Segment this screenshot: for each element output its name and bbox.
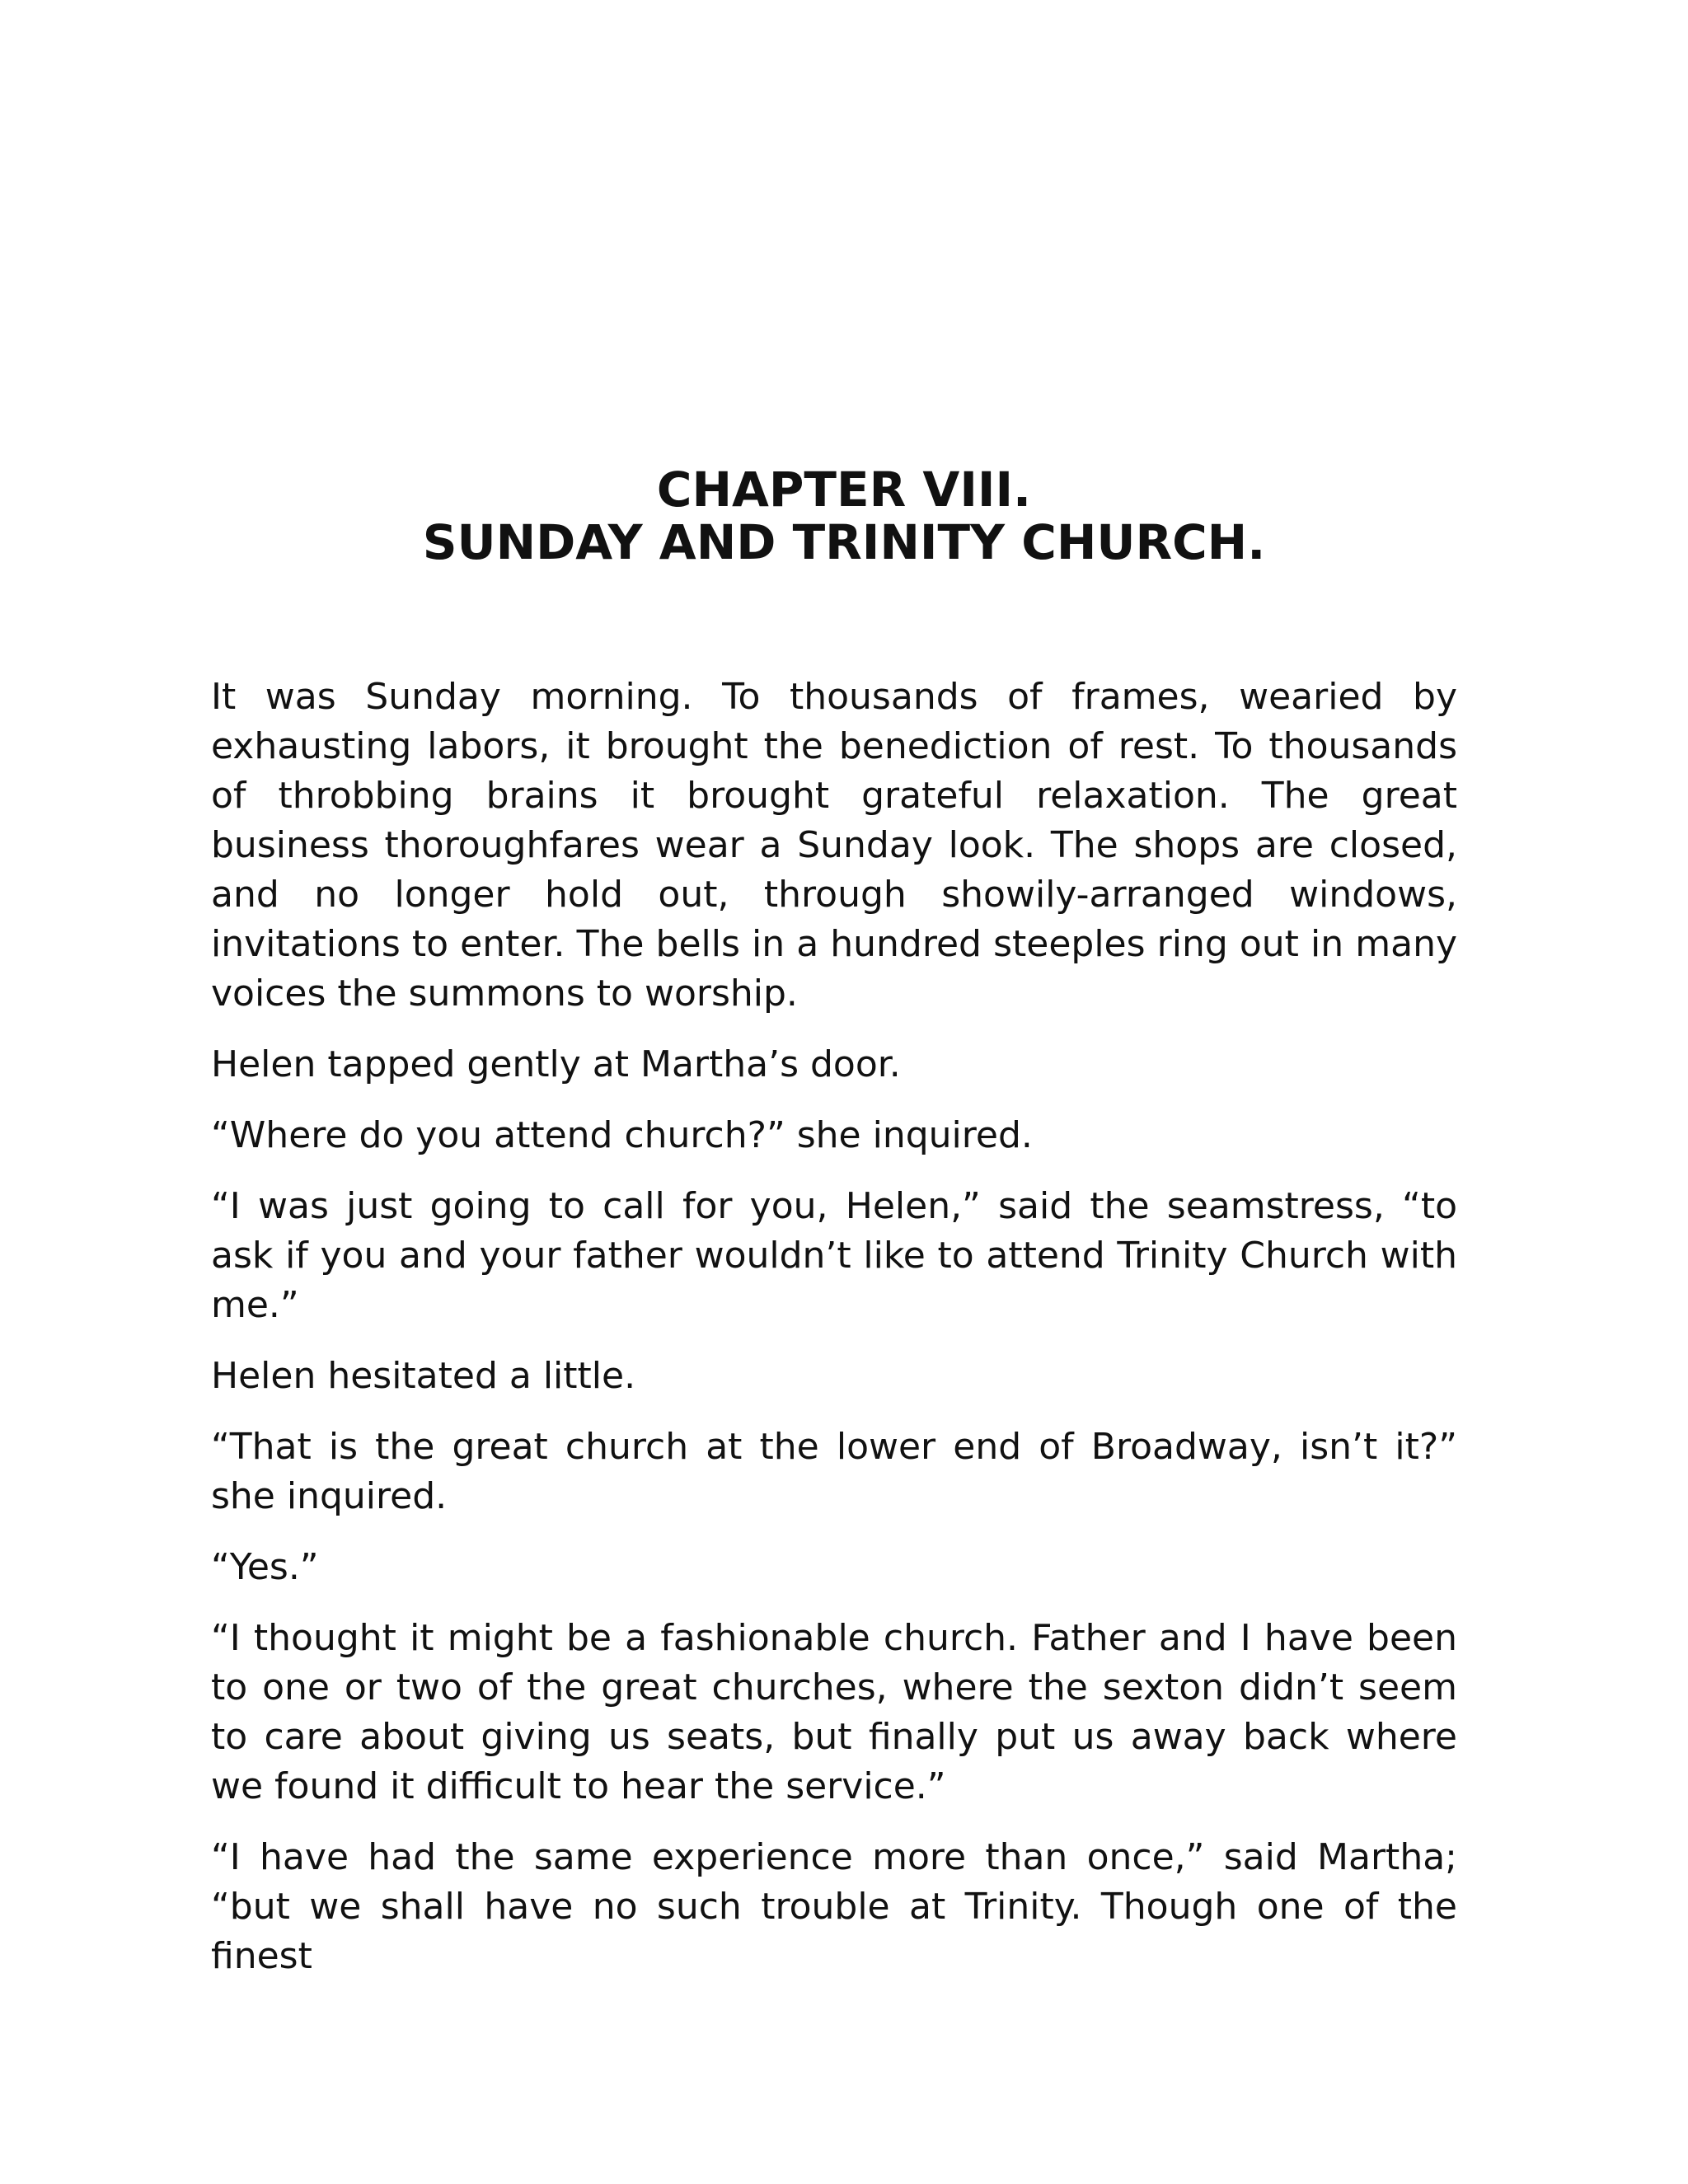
paragraph-fashionable-church: “I thought it might be a fashionable church. Father and I have been to one or two of the great churches, where the sexton didn’t seem to care about giving us seats, but finally put us away back where we found it difficult to hear the service.” <box>211 1617 1457 1807</box>
chapter-body <box>211 673 1457 1981</box>
chapter-heading <box>0 463 1688 569</box>
chapter-title: SUNDAY AND TRINITY CHURCH. <box>422 514 1266 570</box>
paragraph-call-for-you: “I was just going to call for you, Helen,” said the seamstress, “to ask if you and your father wouldn’t like to attend Trinity Church with me.” <box>211 1185 1457 1326</box>
chapter-number: CHAPTER VIII. <box>656 462 1032 518</box>
paragraph-same-experience: “I have had the same experience more than once,” said Martha; “but we shall have no such trouble at Trinity. Though one of the finest <box>211 1836 1457 1977</box>
paragraph-helen-hesitated: Helen hesitated a little. <box>211 1355 636 1397</box>
paragraph-where-attend: “Where do you attend church?” she inquired. <box>211 1114 1033 1156</box>
paragraph-yes: “Yes.” <box>211 1546 319 1588</box>
paragraph-helen-tapped: Helen tapped gently at Martha’s door. <box>211 1043 901 1085</box>
paragraph-sunday-morning: It was Sunday morning. To thousands of frames, wearied by exhausting labors, it brought the benediction of rest. To thousands of throbbing brains it brought grateful relaxation. The great business thoroughfares wear a Sunday look. The shops are closed, and no longer hold out, through showily-arranged windows, invitations to enter. The bells in a hundred steeples ring out in many voices the summons to worship. <box>211 676 1457 1015</box>
paragraph-great-church: “That is the great church at the lower end of Broadway, isn’t it?” she inquired. <box>211 1426 1457 1517</box>
